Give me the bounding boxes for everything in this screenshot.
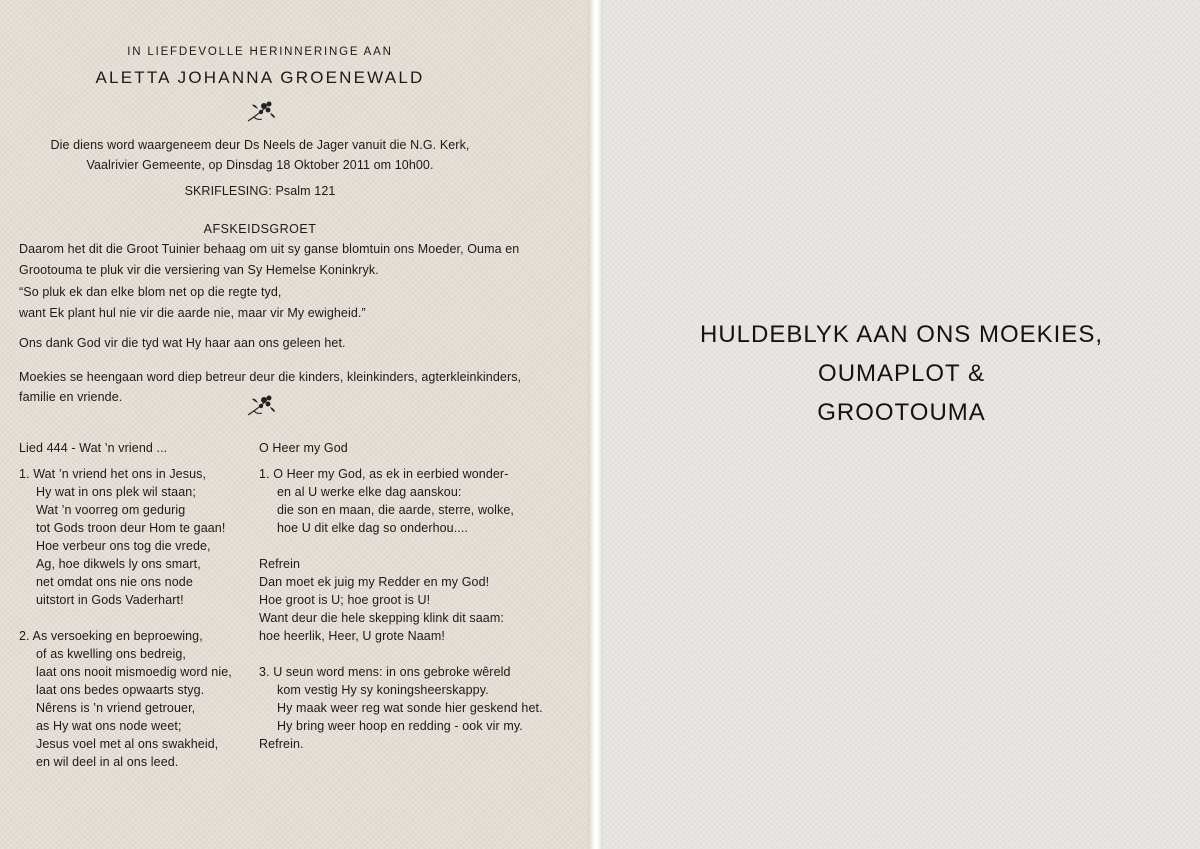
flower-sprig-icon bbox=[244, 99, 278, 125]
hymn-2-line: hoe U dit elke dag so onderhou.... bbox=[277, 521, 469, 535]
hymn-1-line: 1. Wat ’n vriend het ons in Jesus, bbox=[19, 467, 207, 481]
hymn-1-line: laat ons nooit mismoedig word nie, bbox=[36, 665, 232, 679]
hymn-1-line: en wil deel in al ons leed. bbox=[36, 755, 179, 769]
mourning-line: familie en vriende. bbox=[19, 390, 123, 404]
hymn-1-line: laat ons bedes opwaarts styg. bbox=[36, 683, 205, 697]
hymn-2-line: die son en maan, die aarde, sterre, wolke, bbox=[277, 503, 514, 517]
hymn-2-refrain-label: Refrein. bbox=[259, 737, 304, 751]
hymn-1-line: uitstort in Gods Vaderhart! bbox=[36, 593, 184, 607]
hymn-2-refrain-label: Refrein bbox=[259, 557, 300, 571]
hymn-2-line: en al U werke elke dag aanskou: bbox=[277, 485, 462, 499]
scripture-reading: SKRIFLESING: Psalm 121 bbox=[184, 184, 336, 198]
mourning-line: Moekies se heengaan word diep betreur deur die kinders, kleinkinders, agterkleinkinders, bbox=[19, 370, 522, 384]
hymn-1-line: of as kwelling ons bedreig, bbox=[36, 647, 187, 661]
service-line-1: Die diens word waargeneem deur Ds Neels de Jager vanuit die N.G. Kerk, bbox=[50, 138, 470, 152]
hymn-1-line: Jesus voel met al ons swakheid, bbox=[36, 737, 219, 751]
hymn-2-line: Hy maak weer reg wat sonde hier geskend het. bbox=[277, 701, 543, 715]
tribute-line: GROOTOUMA bbox=[817, 399, 986, 426]
hymn-1-line: Hy wat in ons plek wil staan; bbox=[36, 485, 196, 499]
hymn-1-line: net omdat ons nie ons node bbox=[36, 575, 193, 589]
farewell-line: Grootouma te pluk vir die versiering van Sy Hemelse Koninkryk. bbox=[19, 263, 379, 277]
hymn-1-line: Nêrens is ’n vriend getrouer, bbox=[36, 701, 196, 715]
tribute-line: OUMAPLOT & bbox=[818, 360, 985, 387]
hymn-2-line: 3. U seun word mens: in ons gebroke wêreld bbox=[259, 665, 511, 679]
hymn-1-line: tot Gods troon deur Hom te gaan! bbox=[36, 521, 226, 535]
farewell-heading: AFSKEIDSGROET bbox=[203, 222, 317, 236]
hymn-1-line: as Hy wat ons node weet; bbox=[36, 719, 182, 733]
hymn-2-title: O Heer my God bbox=[259, 441, 348, 455]
thanks-line: Ons dank God vir die tyd wat Hy haar aan ons geleen het. bbox=[19, 336, 346, 350]
farewell-line: want Ek plant hul nie vir die aarde nie, maar vir My ewigheid.” bbox=[19, 306, 366, 320]
service-line-2: Vaalrivier Gemeente, op Dinsdag 18 Oktober 2011 om 10h00. bbox=[86, 158, 434, 172]
hymn-2-line: Hoe groot is U; hoe groot is U! bbox=[259, 593, 431, 607]
tribute-line: HULDEBLYK AAN ONS MOEKIES, bbox=[699, 321, 1103, 348]
hymn-1-line: Ag, hoe dikwels ly ons smart, bbox=[36, 557, 201, 571]
hymn-2-line: hoe heerlik, Heer, U grote Naam! bbox=[259, 629, 445, 643]
hymn-1-line: 2. As versoeking en beproewing, bbox=[19, 629, 203, 643]
hymn-2-line: Dan moet ek juig my Redder en my God! bbox=[259, 575, 490, 589]
right-page bbox=[603, 0, 1200, 849]
in-memory-heading: IN LIEFDEVOLLE HERINNERINGE AAN bbox=[127, 46, 393, 58]
hymn-2-line: Want deur die hele skepping klink dit saam: bbox=[259, 611, 504, 625]
hymn-2-line: 1. O Heer my God, as ek in eerbied wonder- bbox=[259, 467, 509, 481]
farewell-line: Daarom het dit die Groot Tuinier behaag om uit sy ganse blomtuin ons Moeder, Ouma en bbox=[19, 242, 520, 256]
hymn-1-line: Hoe verbeur ons tog die vrede, bbox=[36, 539, 211, 553]
left-page bbox=[0, 0, 588, 849]
hymn-2-line: kom vestig Hy sy koningsheerskappy. bbox=[277, 683, 489, 697]
hymn-1-title: Lied 444 - Wat ’n vriend ... bbox=[19, 441, 168, 455]
hymn-2-line: Hy bring weer hoop en redding - ook vir my. bbox=[277, 719, 523, 733]
flower-sprig-icon bbox=[244, 393, 278, 419]
deceased-name: ALETTA JOHANNA GROENEWALD bbox=[95, 68, 425, 87]
hymn-1-line: Wat ’n voorreg om gedurig bbox=[36, 503, 186, 517]
farewell-line: “So pluk ek dan elke blom net op die regte tyd, bbox=[19, 285, 282, 299]
page-gutter bbox=[588, 0, 603, 849]
